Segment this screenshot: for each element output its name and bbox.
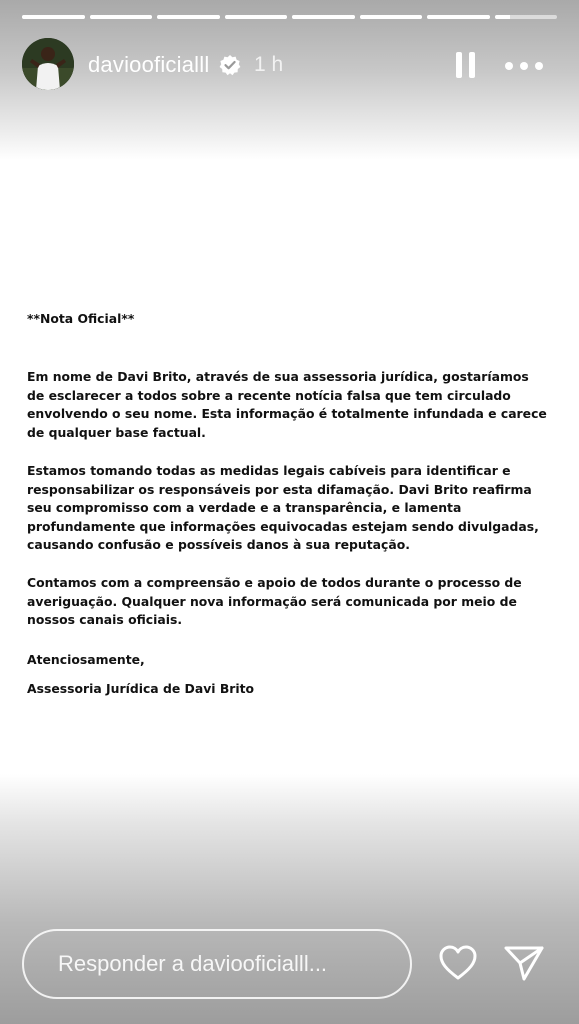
progress-segment (360, 15, 423, 19)
heart-icon[interactable] (438, 944, 478, 982)
note-signature: Assessoria Jurídica de Davi Brito (27, 681, 255, 696)
progress-segment (90, 15, 153, 19)
progress-segment-fill (427, 15, 490, 19)
progress-segment (22, 15, 85, 19)
reply-input[interactable] (22, 929, 412, 999)
pause-icon[interactable] (454, 51, 478, 79)
note-paragraph-2: Estamos tomando todas as medidas legais cabíveis para identificar e responsabilizar os responsáveis por esta difamação. Davi Brito reafirma seu compromisso com a verdade e a transparência, e lamenta profundamente que informações equivocadas estejam sendo divulgadas, causando confusão e possíveis danos à sua reputação. (27, 463, 539, 552)
note-paragraph-1: Em nome de Davi Brito, através de sua assessoria jurídica, gostaríamos de esclarecer a todos sobre a recente notícia falsa que tem circulado envolvendo o seu nome. Esta informação é totalmente infundada e carece de qualquer base factual. (27, 369, 547, 440)
progress-segment (157, 15, 220, 19)
progress-segment-fill (292, 15, 355, 19)
note-closing: Atenciosamente, (27, 652, 145, 667)
avatar[interactable] (22, 38, 74, 90)
progress-segment (427, 15, 490, 19)
verified-badge-icon (219, 54, 241, 76)
progress-segment-fill (360, 15, 423, 19)
story-timestamp: 1 h (254, 53, 284, 76)
progress-segment-fill (225, 15, 288, 19)
progress-segment (292, 15, 355, 19)
send-icon[interactable] (503, 944, 545, 982)
progress-segment (495, 15, 558, 19)
progress-segment-fill (22, 15, 85, 19)
story-header (22, 38, 557, 92)
story-progress-bar (22, 15, 557, 19)
progress-segment-fill (495, 15, 511, 19)
story-username[interactable]: daviooficialll (88, 52, 210, 77)
progress-segment-fill (157, 15, 220, 19)
note-paragraph-3: Contamos com a compreensão e apoio de todos durante o processo de averiguação. Qualquer nova informação será comunicada por meio de nossos canais oficiais. (27, 575, 522, 627)
note-title: **Nota Oficial** (27, 311, 135, 326)
progress-segment (225, 15, 288, 19)
more-options-icon[interactable] (504, 56, 544, 76)
progress-segment-fill (90, 15, 153, 19)
